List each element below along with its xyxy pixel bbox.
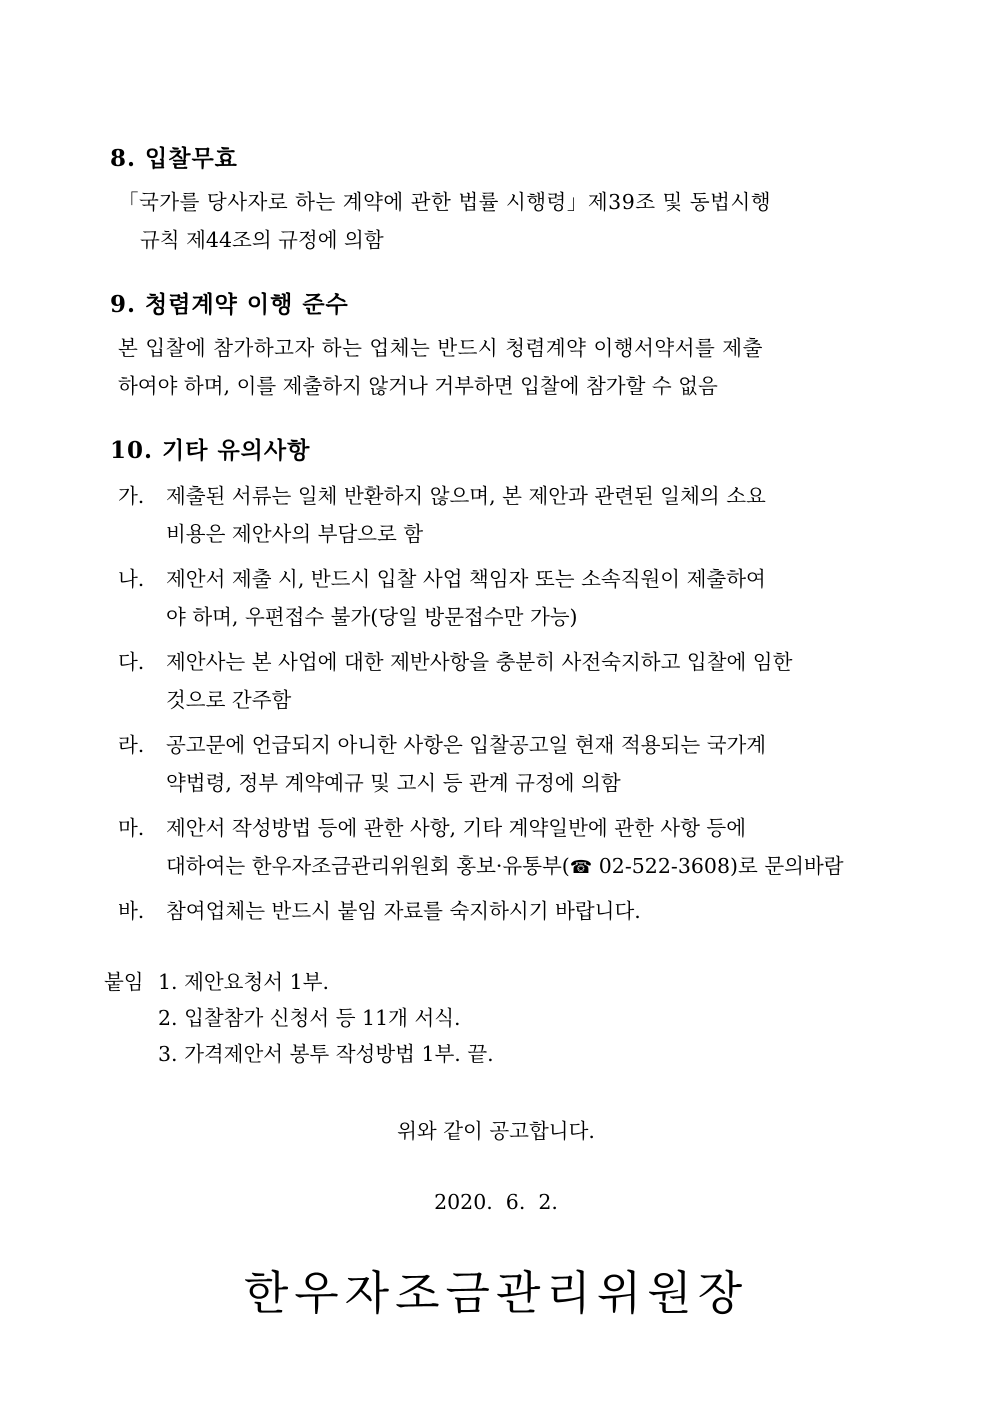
attachment-item: 1. 제안요청서 1부. bbox=[158, 970, 329, 994]
notice-item bbox=[118, 560, 898, 636]
section8-heading: 8. 입찰무효 bbox=[110, 145, 238, 172]
section9-body bbox=[118, 329, 898, 405]
notice-item-marker: 라. bbox=[118, 733, 145, 757]
section8-body bbox=[118, 183, 898, 259]
section9-line1: 본 입찰에 참가하고자 하는 업체는 반드시 청렴계약 이행서약서를 제출 bbox=[118, 336, 763, 360]
notice-item-marker: 가. bbox=[118, 484, 145, 508]
notice-item-line1: 제안서 제출 시, 반드시 입찰 사업 책임자 또는 소속직원이 제출하여 bbox=[166, 567, 766, 591]
notice-item-line2: 야 하며, 우편접수 불가(당일 방문접수만 가능) bbox=[166, 605, 578, 629]
notice-item-line1: 제안사는 본 사업에 대한 제반사항을 충분히 사전숙지하고 입찰에 임한 bbox=[166, 650, 793, 674]
notice-item-marker: 다. bbox=[118, 650, 145, 674]
notice-item-marker: 마. bbox=[118, 816, 145, 840]
signature: 한우자조금관리위원장 bbox=[243, 1266, 749, 1320]
contact-text: 대하여는 한우자조금관리위원회 홍보·유통부( bbox=[166, 854, 570, 878]
notice-item-line1: 참여업체는 반드시 붙임 자료를 숙지하시기 바랍니다. bbox=[166, 899, 641, 923]
announcement-date: 2020. 6. 2. bbox=[434, 1190, 558, 1214]
notice-item-line2: 것으로 간주함 bbox=[166, 688, 292, 712]
notice-item-line2: 비용은 제안사의 부담으로 함 bbox=[166, 522, 424, 546]
section10-heading: 10. 기타 유의사항 bbox=[110, 437, 311, 464]
phone-icon: ☎ bbox=[569, 857, 593, 878]
notice-item bbox=[118, 809, 898, 887]
section9-heading: 9. 청렴계약 이행 준수 bbox=[110, 291, 349, 318]
notice-item-line1: 제출된 서류는 일체 반환하지 않으며, 본 제안과 관련된 일체의 소요 bbox=[166, 484, 766, 508]
notice-item-line2 bbox=[166, 847, 898, 887]
attachment-label: 붙임 bbox=[104, 970, 144, 994]
notice-item-line1: 공고문에 언급되지 아니한 사항은 입찰공고일 현재 적용되는 국가계 bbox=[166, 733, 767, 757]
contact-suffix: )로 문의바람 bbox=[730, 854, 844, 878]
section9-line2: 하여야 하며, 이를 제출하지 않거나 거부하면 입찰에 참가할 수 없음 bbox=[118, 374, 718, 398]
attachment-item: 2. 입찰참가 신청서 등 11개 서식. bbox=[158, 1006, 461, 1030]
notice-item bbox=[118, 643, 898, 719]
notice-item-marker: 나. bbox=[118, 567, 145, 591]
closing-text: 위와 같이 공고합니다. bbox=[397, 1119, 595, 1143]
notice-item-line2: 약법령, 정부 계약예규 및 고시 등 관계 규정에 의함 bbox=[166, 771, 621, 795]
attachment-item: 3. 가격제안서 봉투 작성방법 1부. 끝. bbox=[158, 1042, 494, 1066]
section8-line1: 「국가를 당사자로 하는 계약에 관한 법률 시행령」제39조 및 동법시행 bbox=[118, 190, 772, 214]
phone-number: 02-522-3608 bbox=[592, 854, 730, 878]
notice-item-line1: 제안서 작성방법 등에 관한 사항, 기타 계약일반에 관한 사항 등에 bbox=[166, 816, 747, 840]
section8-line2: 규칙 제44조의 규정에 의함 bbox=[140, 228, 384, 252]
notice-item-marker: 바. bbox=[118, 899, 145, 923]
notice-item bbox=[118, 892, 898, 930]
notice-item bbox=[118, 726, 898, 802]
notice-item bbox=[118, 477, 898, 553]
